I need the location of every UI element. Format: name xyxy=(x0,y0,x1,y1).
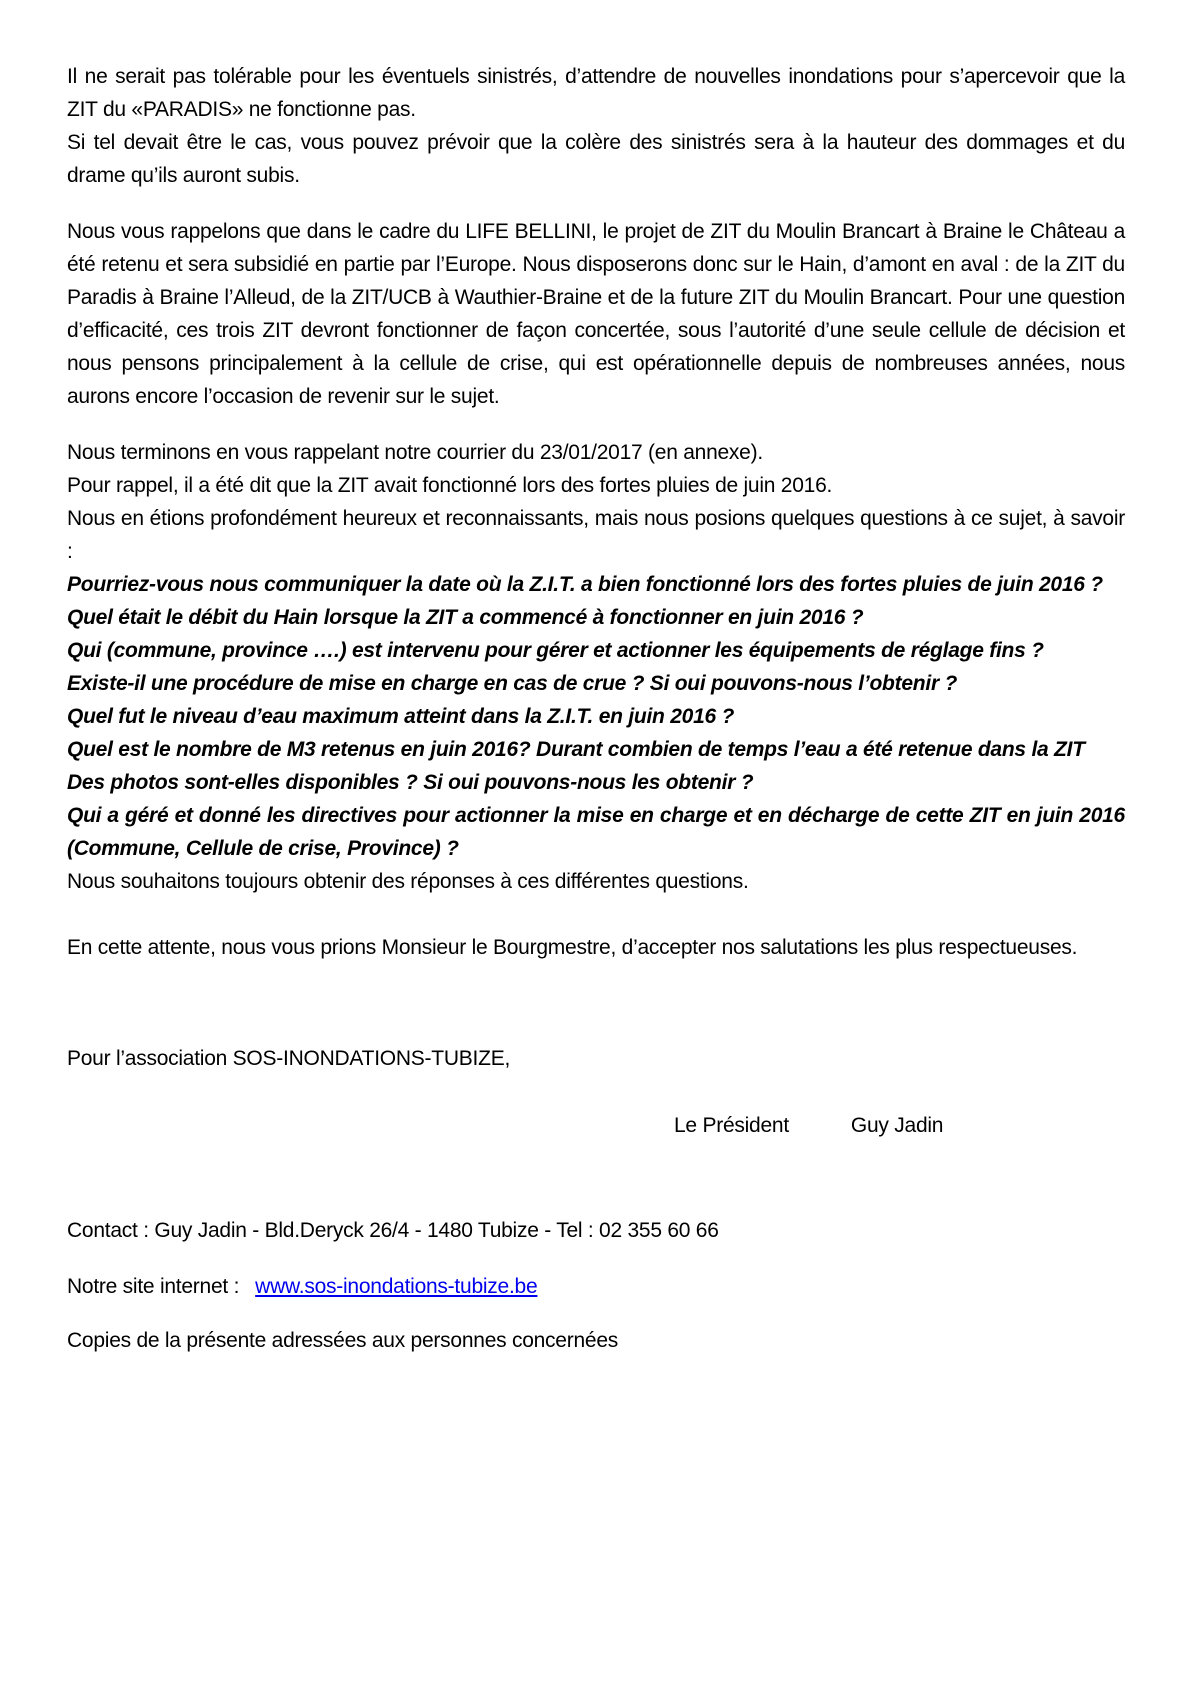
paragraph-life-bellini: Nous vous rappelons que dans le cadre du LIFE BELLINI, le projet de ZIT du Moulin Brancart à Braine le Château a été retenu et sera subsidié en partie par l’Europe. Nous disposerons donc sur le Hain, d’amont en aval : de la ZIT du Paradis à Braine l’Alleud, de la ZIT/UCB à Wauthier-Braine et de la future ZIT du Moulin Brancart. Pour une question d’efficacité, ces trois ZIT devront fonctionner de façon concertée, sous l’autorité d’une seule cellule de décision et nous pensons principalement à la cellule de crise, qui est opérationnelle depuis de nombreuses années, nous aurons encore l’occasion de revenir sur le sujet. xyxy=(67,220,1125,408)
copies-line: Copies de la présente adressées aux personnes concernées xyxy=(67,1329,619,1352)
question-line: Existe-il une procédure de mise en charge en cas de crue ? Si oui pouvons-nous l’obtenir ? xyxy=(67,672,958,695)
question-line: Qui a géré et donné les directives pour actionner la mise en charge et en décharge de cette ZIT en juin 2016 (Commune, Cellule de crise, Province) ? xyxy=(67,804,1125,860)
president-label: Le Président xyxy=(674,1114,789,1137)
question-line: Des photos sont-elles disponibles ? Si oui pouvons-nous les obtenir ? xyxy=(67,771,754,794)
signature-row xyxy=(67,1109,1125,1142)
paragraph-rappel-and-questions xyxy=(67,436,1125,898)
contact-line: Contact : Guy Jadin - Bld.Deryck 26/4 - 1480 Tubize - Tel : 02 355 60 66 xyxy=(67,1219,719,1242)
question-line: Quel est le nombre de M3 retenus en juin 2016? Durant combien de temps l’eau a été retenue dans la ZIT xyxy=(67,738,1085,761)
question-line: Quel fut le niveau d’eau maximum atteint dans la Z.I.T. en juin 2016 ? xyxy=(67,705,735,728)
president-name: Guy Jadin xyxy=(850,1114,944,1137)
website-link[interactable]: www.sos-inondations-tubize.be xyxy=(255,1275,538,1298)
paragraph-line: Pour rappel, il a été dit que la ZIT avait fonctionné lors des fortes pluies de juin 2016. xyxy=(67,474,833,497)
paragraph-line: Nous terminons en vous rappelant notre courrier du 23/01/2017 (en annexe). xyxy=(67,441,763,464)
question-line: Qui (commune, province ….) est intervenu pour gérer et actionner les équipements de réglage fins ? xyxy=(67,639,1044,662)
paragraph-closing: En cette attente, nous vous prions Monsieur le Bourgmestre, d’accepter nos salutations les plus respectueuses. xyxy=(67,936,1078,959)
association-line: Pour l’association SOS-INONDATIONS-TUBIZE, xyxy=(67,1047,511,1070)
paragraph-line: Si tel devait être le cas, vous pouvez prévoir que la colère des sinistrés sera à la hauteur des dommages et du drame qu’ils auront subis. xyxy=(67,131,1125,187)
paragraph-intro xyxy=(67,60,1125,192)
website-row xyxy=(67,1270,1125,1303)
paragraph-line: Nous souhaitons toujours obtenir des réponses à ces différentes questions. xyxy=(67,870,749,893)
paragraph-line: Il ne serait pas tolérable pour les éventuels sinistrés, d’attendre de nouvelles inondations pour s’apercevoir que la ZIT du «PARADIS» ne fonctionne pas. xyxy=(67,65,1125,121)
question-line: Quel était le débit du Hain lorsque la ZIT a commencé à fonctionner en juin 2016 ? xyxy=(67,606,864,629)
website-label: Notre site internet : xyxy=(67,1275,240,1298)
paragraph-line: Nous en étions profondément heureux et reconnaissants, mais nous posions quelques questions à ce sujet, à savoir : xyxy=(67,507,1125,563)
question-line: Pourriez-vous nous communiquer la date où la Z.I.T. a bien fonctionné lors des fortes pluies de juin 2016 ? xyxy=(67,573,1103,596)
